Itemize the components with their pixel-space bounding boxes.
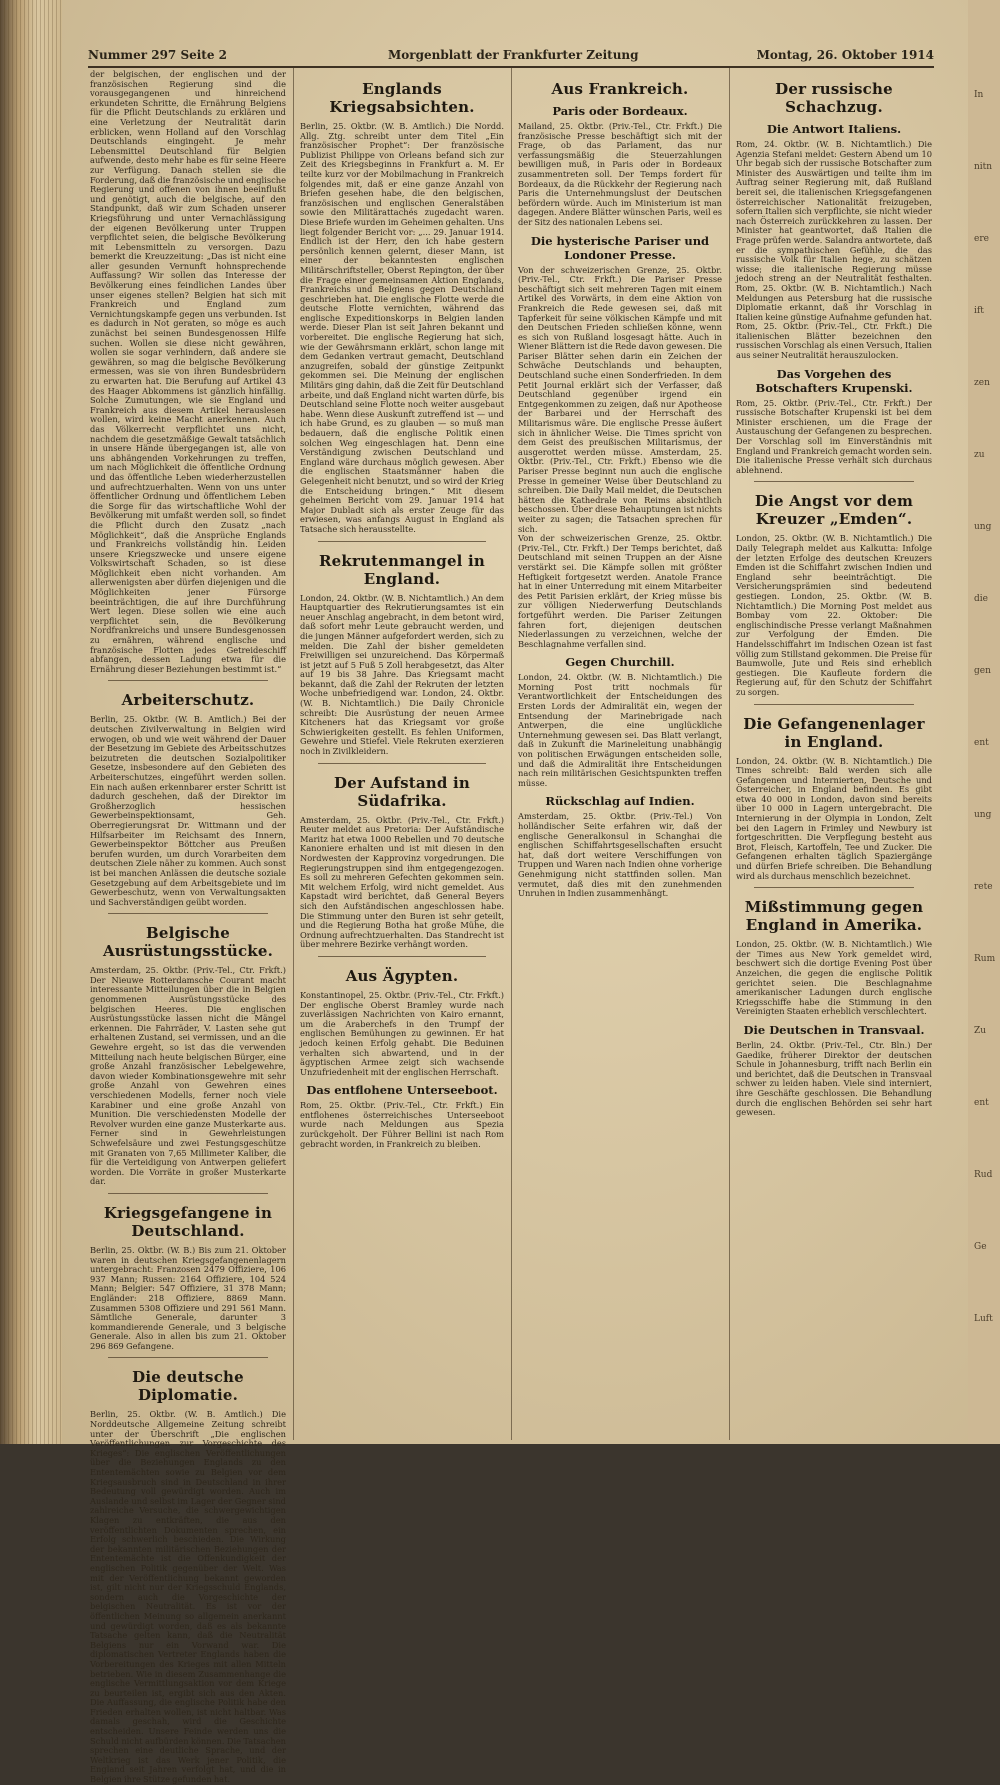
article-divider: [318, 763, 486, 764]
column-divider: [511, 68, 512, 1440]
article-headline: Der russische Schachzug.: [775, 80, 893, 116]
header-page-number: Nummer 297 Seite 2: [88, 48, 228, 62]
article-divider: [318, 541, 486, 542]
article-body-text: London, 25. Oktbr. (W. B. Nichtamtlich.) Wie der Times aus New York gemeldet wird, beschwert sich die dortige Evening Post über Anzeichen, die gegen die englische Politik gerichtet seien. Die Beschlagnahme amerikanischer Ladungen durch englische Kriegsschiffe habe die Stimmung in den Vereinigten Staaten erheblich verschlechtert.: [736, 939, 932, 1017]
article-headline: Arbeiterschutz.: [121, 691, 255, 710]
adjacent-page-text-fragment: ung: [974, 522, 992, 532]
book-spine: [0, 0, 62, 1444]
article-body-text: London, 24. Oktbr. (W. B. Nichtamtlich.) Die Times schreibt: Bald werden sich alle Gefangenen und Internierten, Deutsche und Österreicher, in England befinden. Es gibt etwa 40 000 in London, davon sind bereits über 10 000 in Lagern untergebracht. Die Internierung in der Olympia in London, Zelt bei den Lagern in Frimley und Newbury ist fortgeschritten. Die Verpflegung besteht aus Brot, Fleisch, Kartoffeln, Tee und Zucker. Die Gefangenen erhalten täglich Spaziergänge und dürfen Briefe schreiben. Die Behandlung wird als durchaus menschlich bezeichnet.: [736, 755, 932, 881]
article-body-text: Rom, 25. Oktbr. (Priv.-Tel., Ctr. Frkft.) Ein entflohenes österreichisches Unterseeboot wurde nach Meldungen aus Spezia zurückgeholt. Der Führer Bellini ist nach Rom gebracht worden, in Frankreich zu bleiben.: [300, 1100, 504, 1149]
adjacent-page-text-fragment: Zu: [974, 1026, 987, 1036]
article-body-text: Amsterdam, 25. Oktbr. (Priv.-Tel.) Von holländischer Seite erfahren wir, daß der englische Generalkonsul in Schanghai die englischen Schiffahrtsgesellschaften ersucht hat, daß dort weitere Verschiffungen von Truppen und Waren nach Indien ohne vorherige Genehmigung nicht stattfinden sollen. Man vermutet, daß dies mit den zunehmenden Unruhen in Indien zusammenhängt.: [518, 811, 722, 899]
article-subheadline: Das entflohene Unterseeboot.: [306, 1083, 498, 1098]
article-body-text: Rom, 25. Oktbr. (Priv.-Tel., Ctr. Frkft.) Der russische Botschafter Krupenski ist bei dem Minister erschienen, um die Frage der Austauschung der Gefangenen zu besprechen. Der Vorschlag soll im Einverständnis mit England und Frankreich gemacht worden sein. Die italienische Presse verhält sich durchaus ablehnend.: [736, 397, 933, 475]
article-headline: Kriegsgefangene in Deutschland.: [103, 1203, 273, 1240]
column-divider: [293, 68, 294, 1440]
adjacent-page-text-fragment: Ge: [974, 1242, 987, 1252]
adjacent-page-text-fragment: ung: [974, 810, 992, 820]
article-subheadline: Die Antwort Italiens.: [766, 122, 902, 136]
article-subheadline: Die Deutschen in Transvaal.: [743, 1022, 925, 1037]
article-body-text: Berlin, 25. Oktbr. (W. B. Amtlich.) Die Norddeutsche Allgemeine Zeitung schreibt unter der Überschrift „Die englischen Veröffentlichungen zur Vorgeschichte des Krieges“: Die englischen Veröffentlichungen über die Beziehungen Englands zu den Ententemächten sowie zu Belgien vor dem Kriegsausbruch sind in Deutschland in ihrer Bedeutung voll gewürdigt worden. Auch im Auslande und selbst im Lager der Gegner sind zahlreiche Versuche, die schwergewichtigen Klagen zu entkräften, die aus den veröffentlichten Dokumenten sprechen, ein Erfolg schwerlich beschieden. Die Wirkung der bekannten militärischen Beziehungen der Ententemächte ist die Offenkundigkeit der englischen Politik gegenüber der Welt. Was mit der Veröffentlichung bekannt geworden ist, gilt nicht nur der Kriegsschuld Englands, sondern auch die Vorgeschichte der belgischen Neutralität. Es ist vor der öffentlichen Meinung so allgemein anerkannt und gewürdigt worden, daß es als bekannte Tatsache gelten kann, daß die Neutralität Belgiens nur ein Vorwand war. Die diplomatischen Vertreter Englands haben die Vorbereitungen des Krieges mit allen Mitteln betrieben. Wie in diesem Zusammenhange die englische Vermittlungsaktion vor dem Kriege zu beurteilen ist, ergibt sich aus den Akten. Die Auffassung, die englische Politik habe den Frieden erhalten wollen, ist nicht haltbar. Was damals geschah, wird die Geschichte entscheiden. Unsere Feinde werden uns die Schuld nicht aufbürden können. Die Tatsachen sprechen eine deutliche Sprache, und der Weltkrieg ist das Werk jener Politik, die England seit Jahren verfolgt hat, und die in Belgien ihre Stütze gefunden hat.: [90, 1409, 286, 1785]
article-body-text: Konstantinopel, 25. Oktbr. (Priv.-Tel., Ctr. Frkft.) Der englische Oberst Bramley wurde nach zuverlässigen Nachrichten von Kairo ernannt, um die Araberchefs in den Trumpf der englischen Bemühungen zu gewinnen. Er hat jedoch keinen Erfolg gehabt. Die Beduinen verhalten sich abwartend, und in der ägyptischen Armee zeigt sich wachsende Unzufriedenheit mit der englischen Herrschaft.: [300, 989, 504, 1077]
article-body-text: Mailand, 25. Oktbr. (Priv.-Tel., Ctr. Frkft.) Die französische Presse beschäftigt sich mit der Frage, ob das Parlament, das nur verfassungsmäßig die Steuerzahlungen bewilligen muß, in Paris oder in Bordeaux zusammentreten soll. Der Temps fordert für Bordeaux, da die Rückkehr der Regierung nach Paris die Unternehmungslust der Deutschen befördern würde. Auch im Ministerium ist man dagegen. Andere Blätter wünschen Paris, weil es der Sitz des nationalen Lebens sei.: [518, 121, 722, 227]
adjacent-page-text-fragment: ent: [974, 1098, 989, 1108]
article-headline: Die Gefangenenlager in England.: [743, 714, 925, 751]
adjacent-page-text-fragment: gen: [974, 666, 991, 676]
article-headline: Die deutsche Diplomatie.: [132, 1368, 244, 1405]
article-divider: [318, 956, 486, 957]
article-headline: Englands Kriegsabsichten.: [329, 80, 475, 116]
column-divider: [729, 68, 730, 1440]
adjacent-page-text-fragment: Luft: [974, 1314, 993, 1324]
article-headline: Aus Frankreich.: [551, 80, 689, 98]
article-divider: [108, 1357, 268, 1358]
article-divider: [108, 680, 268, 681]
article-subheadline: Rückschlag auf Indien.: [545, 794, 695, 809]
adjacent-page-edge: [968, 0, 1000, 1444]
article-body-text: der belgischen, der englischen und der französischen Regierung sind die vorausgegangenen und hinreichend erkundeten Schritte, die Ernährung Belgiens für die Pflicht Deutschlands zu erklären und eine Verletzung der Neutralität darin erblicken, wenn Holland auf den Vorschlag Deutschlands eingingeht. Je mehr Lebensmittel Deutschland für Belgien aufwende, desto mehr habe es für seine Heere zur Verfügung. Danach stellen sie die Forderung, daß die französische und englische Regierung und offenen von ihnen beeinflußt und genötigt, auch die belgische, auf den Standpunkt, daß wir zum Schaden unserer Kriegsführung und unter Vernachlässigung der eigenen Bevölkerung unter Truppen verpflichtet seien, die belgische Bevölkerung mit Lebensmitteln zu versorgen. Dazu bemerkt die Kreuzzeitung: „Das ist nicht eine aller gesunden Vernunft hohnsprechende Auffassung? Wir sollen das Interesse der Bevölkerung eines feindlichen Landes über unser eigenes stellen? Belgien hat sich mit Frankreich und England zum Vernichtungskampfe gegen uns verbunden. Ist es dadurch in Not geraten, so möge es auch zunächst bei seinen Bundesgenossen Hilfe suchen. Wollen sie diese nicht gewähren, wollen sie sogar verhindern, daß andere sie gewähren, so mag die belgische Bevölkerung ermessen, was sie von ihren Bundesbrüdern zu erwarten hat. Die Berufung auf Artikel 43 des Haager Abkommens ist gänzlich hinfällig. Solche Zumutungen, wie sie England und Frankreich aus diesem Artikel herauslesen wollen, wird keine Macht anerkennen. Auch das Völkerrecht verpflichtet uns nicht, nachdem die gesetzmäßige Gewalt tatsächlich in unsere Hände übergegangen ist, alle von uns abhängenden Vorkehrungen zu treffen, um nach Möglichkeit die öffentliche Ordnung und das öffentliche Leben wiederherzustellen und aufrechtzuerhalten. Wenn von uns unter öffentlicher Ordnung und öffentlichem Leben die Sorge für das wirtschaftliche Wohl der Bevölkerung mit umfaßt werden soll, so findet die Pflicht durch den Zusatz „nach Möglichkeit“, daß die Ansprüche Englands und Frankreichs vollständig hin. Leiden unsere Kriegszwecke und unsere eigene Volkswirtschaft Schaden, so ist diese Möglichkeit eben nicht vorhanden. Am allerwenigsten aber dürfen diejenigen und die Möglichkeiten jener Fürsorge beeinträchtigen, die auf ihre Durchführung Wert legen. Diese sollen wie eine auch verpflichtet sein, die Bevölkerung Nordfrankreichs und unsere Bundesgenossen zu ernähren, während englische und französische Flotten jedes Getreideschiff abfangen, dessen Ladung etwa für die Ernährung dieser Beziehungen bestimmt ist.“: [90, 69, 286, 674]
article-headline: Die Angst vor dem Kreuzer „Emden“.: [754, 492, 914, 529]
article-headline: Belgische Ausrüstungsstücke.: [102, 924, 274, 961]
article-body-text: Berlin, 24. Oktbr. (Priv.-Tel., Ctr. Bln.) Der Gaedike, früherer Direktor der deutschen Schule in Johannesburg, trifft nach Berlin ein und berichtet, daß die Deutschen in Transvaal schwer zu leiden haben. Viele sind interniert, ihre Geschäfte geschlossen. Die Behandlung durch die englischen Behörden sei sehr hart gewesen.: [736, 1039, 932, 1118]
article-body-text: London, 25. Oktbr. (W. B. Nichtamtlich.) Die Daily Telegraph meldet aus Kalkutta: Infolge der letzten Erfolge des deutschen Kreuzers Emden ist die Schiffahrt zwischen Indien und England sehr beeinträchtigt. Die Versicherungsprämien sind bedeutend gestiegen. London, 25. Oktbr. (W. B. Nichtamtlich.) Die Morning Post meldet aus Bombay vom 22. Oktober: Die englischindische Presse verlangt Maßnahmen zur Verfolgung der Emden. Die Handelsschiffahrt im Indischen Ozean ist fast völlig zum Stillstand gekommen. Die Preise für Baumwolle, Jute und Reis sind erheblich gestiegen. Die Kaufleute fordern die Regierung auf, für den Schutz der Schiffahrt zu sorgen.: [736, 533, 932, 697]
adjacent-page-text-fragment: zu: [974, 450, 985, 460]
article-subheadline: Die hysterische Pariser und Londoner Presse.: [530, 233, 710, 262]
article-headline: Rekrutenmangel in England.: [318, 551, 486, 588]
article-subheadline: Gegen Churchill.: [565, 655, 675, 670]
column-1: [88, 69, 288, 1785]
article-divider: [754, 481, 914, 482]
adjacent-page-text-fragment: Rud: [974, 1170, 993, 1180]
adjacent-page-text-fragment: die: [974, 594, 988, 604]
article-body-text: Amsterdam, 25. Oktbr. (Priv.-Tel., Ctr. Frkft.) Der Nieuwe Rotterdamsche Courant macht interessante Mitteilungen über die in Belgien genommenen Ausrüstungsstücke des belgischen Heeres. Die englischen Ausrüstungsstücke lassen nicht die Mängel erkennen. Die Fahrräder, V. Lasten sehe gut erhaltenen Zustand, sei vermissen, und an die Gewehre ergeht, so ist das die verwenden Mitteilung nach heute belgischen Bürger, eine große Anzahl französischer Lebelgewehre, davon wieder Kombinationsgewehre mit sehr große Anzahl von Gewehren eines verschiedenen Modells, ferner noch viele Karabiner und eine große Anzahl von Munition. Die verschiedensten Modelle der Revolver wurden eine ganze Musterkarte aus. Ferner sind in Gewehrleistungen Schwefelsäure und zwei Festungsgeschütze mit Granaten von 7,65 Millimeter Kaliber, die für die Verteidigung von Antwerpen geliefert worden. Die Vorräte in großer Musterkarte dar.: [90, 965, 286, 1187]
article-body-text: Berlin, 25. Oktbr. (W. B. Amtlich.) Bei der deutschen Zivilverwaltung in Belgien wird erwogen, ob und wie weit während der Dauer der Besetzung im Gebiete des Arbeitsschutzes beizutreten die deutschen Sozialpolitiker Gesetze, insbesondere auf den Gebieten des Arbeiterschutzes, eingeführt werden sollen. Ein nach außen erkennbarer erster Schritt ist dadurch geschehen, daß der Direktor im Großherzoglich hessischen Gewerbeinspektionsamt, Geh. Oberregierungsrat Dr. Wittmann und der Hilfsarbeiter im Reichsamt des Innern, Gewerbeinspektor Böttcher aus Preußen berufen wurden, um durch Vorarbeiten dem deutschen Ziele näher zu kommen. Auch sonst ist bei manchen Anlässen die deutsche soziale Gesetzgebung auf dem Arbeitsgebiete und im Gewerbeschutz, wenn von Verwaltungsakten und Sachverständigen geübt worden.: [90, 714, 286, 907]
adjacent-page-text-fragment: ent: [974, 738, 989, 748]
header-newspaper-title: Morgenblatt der Frankfurter Zeitung: [388, 48, 639, 62]
column-4: [734, 70, 934, 1440]
article-body-text: Von der schweizerischen Grenze, 25. Oktbr. (Priv.-Tel., Ctr. Frkft.) Der Temps berichtet, daß Deutschland mit seinen Truppen an der Aisne verstärkt sei. Die Kämpfe sollen mit größter Heftigkeit fortgesetzt werden. Anatole France hat in einer Unterredung mit einem Mitarbeiter des Petit Parisien erklärt, der Krieg müsse bis zur völligen Niederwerfung Deutschlands fortgeführt werden. Die Pariser Zeitungen fahren fort, diejenigen deutschen Niederlassungen zu verzeichnen, welche der Beschlagnahme verfallen sind.: [518, 533, 722, 649]
article-headline: Mißstimmung gegen England in Amerika.: [744, 898, 924, 935]
article-body-text: Amsterdam, 25. Oktbr. (Priv.-Tel., Ctr. Frkft.) Reuter meldet aus Pretoria: Der Aufständische Maritz hat etwa 1000 Rebellen und 70 deutsche Kanoniere erhalten und ist mit diesen in den Nordwesten der Kapprovinz vorgedrungen. Die Regierungstruppen sind ihm entgegengezogen. Es soll zu mehreren Gefechten gekommen sein. Mit welchem Erfolg, wird nicht gemeldet. Aus Kapstadt wird berichtet, daß General Beyers sich den Aufständischen angeschlossen habe. Die Stimmung unter den Buren ist sehr geteilt, und die Regierung Botha hat große Mühe, die Ordnung aufrechtzuerhalten. Das Standrecht ist über mehrere Bezirke verhängt worden.: [300, 814, 504, 950]
header-date: Montag, 26. Oktober 1914: [756, 48, 934, 62]
adjacent-page-text-fragment: ift: [974, 306, 984, 316]
column-2: [298, 70, 506, 1440]
article-divider: [108, 1193, 268, 1194]
article-body-text: London, 24. Oktbr. (W. B. Nichtamtlich.) An dem Hauptquartier des Rekrutierungsamtes ist ein neuer Anschlag angebracht, in dem betont wird, daß sofort mehr Leute gebraucht werden, und die jungen Männer aufgefordert werden, sich zu melden. Die Zahl der bisher gemeldeten Freiwilligen sei unzureichend. Das Körpermaß ist jetzt auf 5 Fuß 5 Zoll herabgesetzt, das Alter auf 19 bis 38 Jahre. Das Kriegsamt macht bekannt, daß die Zahl der Rekruten der letzten Woche unbefriedigend war. London, 24. Oktbr. (W. B. Nichtamtlich.) Die Daily Chronicle schreibt: Die Ausrüstung der neuen Armee Kitcheners hat das Kriegsamt vor große Schwierigkeiten gestellt. Es fehlen Uniformen, Gewehre und Stiefel. Viele Rekruten exerzieren noch in Zivilkleidern.: [300, 592, 504, 757]
adjacent-page-text-fragment: ere: [974, 234, 989, 244]
adjacent-page-text-fragment: nitn: [974, 162, 993, 172]
article-body-text: Rom, 24. Oktbr. (W. B. Nichtamtlich.) Die Agenzia Stefani meldet: Gestern Abend um 10 Uhr begab sich der russische Botschafter zum Minister des Auswärtigen und teilte ihm im Auftrag seiner Regierung mit, daß Rußland bereit sei, die italienischen Kriegsgefangenen österreichischer Nationalität freizugeben, sofern Italien sich verpflichte, sie nicht wieder nach Österreich zurückkehren zu lassen. Der Minister hat geantwortet, daß Italien die Frage prüfen werde. Salandra antwortete, daß er die sympathischen Gefühle, die das russische Volk für Italien hege, zu schätzen wisse; die italienische Regierung müsse jedoch streng an der Neutralität festhalten. Rom, 25. Oktbr. (W. B. Nichtamtlich.) Nach Meldungen aus Petersburg hat die russische Diplomatie erkannt, daß ihr Vorschlag in Italien keine günstige Aufnahme gefunden hat. Rom, 25. Oktbr. (Priv.-Tel., Ctr. Frkft.) Die italienischen Blätter bezeichnen den russischen Vorschlag als einen Versuch, Italien aus seiner Neutralität herauszulocken.: [736, 139, 932, 361]
adjacent-page-text-fragment: Rum: [974, 954, 996, 964]
article-body-text: Von der schweizerischen Grenze, 25. Oktbr. (Priv.-Tel., Ctr. Frkft.) Die Pariser Presse beschäftigt sich seit mehreren Tagen mit einem Artikel des Vorwärts, in dem eine Aktion von Frankreich die Rede gewesen sei, daß mit Tapferkeit für seine völkischen Kämpfe und mit den Deutschen Frieden schließen könne, wenn es sich von Rußland losgesagt hätte. Auch in Wiener Blättern ist die Rede davon gewesen. Die Pariser Blätter sehen darin ein Zeichen der Schwäche Deutschlands und behaupten, Deutschland suche einen Sonderfrieden. In dem Petit Journal erklärt sich der Verfasser, daß Deutschland gegenüber irgend ein Entgegenkommen zu zeigen, daß nur Apotheose der Barbarei und der Herrschaft des Militarismus wäre. Die englische Presse äußert sich in ähnlicher Weise. Die Times spricht von dem Geist des preußischen Militarismus, der ausgerottet werden müsse. Amsterdam, 25. Oktbr. (Priv.-Tel., Ctr. Frkft.) Ebenso wie die Pariser Presse beginnt nun auch die englische Presse in gemeiner Weise über Deutschland zu schreiben. Die Daily Mail meldet, die Deutschen hätten die Kathedrale von Reims absichtlich beschossen. Über diese Behauptungen ist nichts weiter zu sagen; die Tatsachen sprechen für sich.: [518, 264, 722, 534]
article-body-text: Berlin, 25. Oktbr. (W. B. Amtlich.) Die Nordd. Allg. Ztg. schreibt unter dem Titel „Ein französischer Prophet“: Der französische Publizist Philippe von Orleans befand sich zur Zeit des Kriegsbeginns in Frankfurt a. M. Er teilte kurz vor der Mobilmachung in Frankreich folgendes mit, daß er eine ganze Anzahl von Briefen gesehen habe, die den belgischen, französischen und englischen Generalstäben sowie den Militärattachés zugedacht waren. Diese Briefe wurden im Geheimen gehalten. Uns liegt folgender Bericht vor: „... 29. Januar 1914. Endlich ist der Herr, den ich habe gestern persönlich kennen gelernt, dieser Mann, ist einer der bekanntesten englischen Militärschriftsteller, Oberst Repington, der über die Frage einer gemeinsamen Aktion Englands, Frankreichs und Belgiens gegen Deutschland geschrieben hat. Die englische Flotte werde die deutsche Flotte vernichten, während das englische Expeditionskorps in Belgien landen werde. Dieser Plan ist seit Jahren bekannt und vorbereitet. Die englische Regierung hat sich, wie der Gewährsmann erklärt, schon lange mit dem Gedanken vertraut gemacht, Deutschland anzugreifen, sobald der günstige Zeitpunkt gekommen sei. Die Meinung der englischen Militärs ging dahin, daß die Zeit für Deutschland arbeite, und daß England nicht warten dürfe, bis Deutschland seine Flotte noch weiter ausgebaut habe. Wenn diese Auskunft zutreffend ist — und ich habe Grund, es zu glauben — so muß man bedauern, daß die englische Politik einen solchen Weg eingeschlagen hat. Denn eine Verständigung zwischen Deutschland und England wäre durchaus möglich gewesen. Aber die englischen Staatsmänner haben die Gelegenheit nicht benutzt, und so wird der Krieg die Entscheidung bringen.“ Mit diesem geheimen Bericht vom 29. Januar 1914 hat Major Dubladt sich als erster Zeuge für das erwiesen, was anfangs August in England als Tatsache sich herausstellte.: [300, 121, 504, 534]
adjacent-page-text-fragment: In: [974, 90, 984, 100]
article-divider: [108, 913, 268, 914]
article-subheadline: Paris oder Bordeaux.: [552, 104, 688, 118]
adjacent-page-text-fragment: zen: [974, 378, 990, 388]
adjacent-page-text-fragment: rete: [974, 882, 993, 892]
article-headline: Der Aufstand in Südafrika.: [334, 773, 470, 810]
column-3: [516, 70, 724, 1440]
article-divider: [754, 887, 914, 888]
article-body-text: London, 24. Oktbr. (W. B. Nichtamtlich.) Die Morning Post tritt nochmals für Verantwortlichkeit der Entscheidungen des Ersten Lords der Admiralität ein, wegen der Entsendung der Marinebrigade nach Antwerpen, die eine unglückliche Unternehmung gewesen sei. Das Blatt verlangt, daß in Zukunft die Marineleitung unabhängig von politischen Erwägungen entscheiden solle, und daß die Admiralität ihre Entscheidungen nach rein militärischen Gesichtspunkten treffen müsse.: [518, 672, 722, 788]
page-header: [88, 48, 934, 64]
article-subheadline: Das Vorgehen des Botschafters Krupenski.: [755, 366, 913, 395]
article-body-text: Berlin, 25. Oktbr. (W. B.) Bis zum 21. Oktober waren in deutschen Kriegsgefangenenlagern untergebracht: Franzosen 2479 Offiziere, 106 937 Mann; Russen: 2164 Offiziere, 104 524 Mann; Belgier: 547 Offiziere, 31 378 Mann; Engländer: 218 Offiziere, 8869 Mann. Zusammen 5308 Offiziere und 291 561 Mann. Sämtliche Generale, darunter 3 kommandierende Generale, und 3 belgische Generale. Also in allen bis zum 21. Oktober 296 869 Gefangene.: [90, 1244, 286, 1351]
article-divider: [754, 704, 914, 705]
article-headline: Aus Ägypten.: [345, 966, 459, 985]
